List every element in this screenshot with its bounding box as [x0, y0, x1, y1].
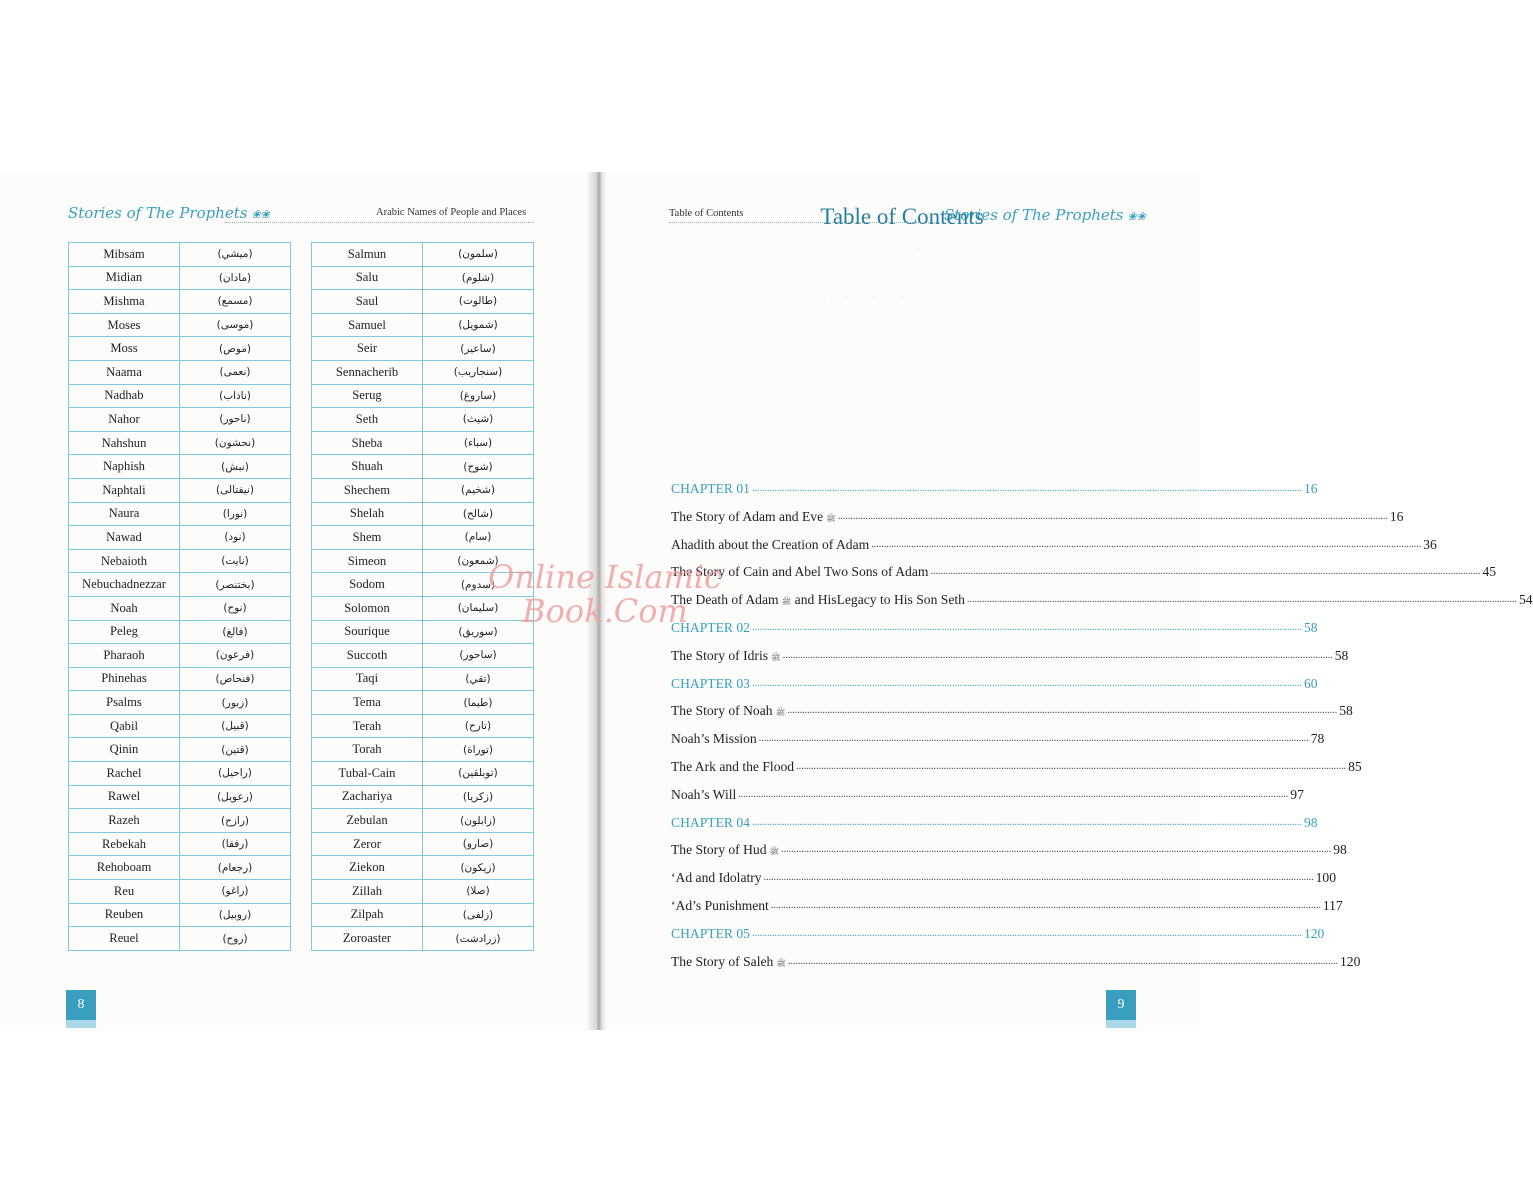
english-name-cell: Taqi — [312, 667, 423, 691]
english-name-cell: Succoth — [312, 644, 423, 668]
arabic-name-cell: (سوريق) — [423, 620, 534, 644]
toc-entry[interactable] — [671, 695, 1353, 719]
toc-entry-text: CHAPTER 03 — [671, 675, 750, 691]
english-name-cell: Phinehas — [69, 667, 180, 691]
toc-page-number: 54 — [1518, 592, 1533, 608]
table-row — [69, 832, 291, 856]
table-row — [312, 738, 534, 762]
english-name-cell: Reuel — [69, 927, 180, 951]
ornament-icon: ❀❀ — [251, 208, 270, 221]
arabic-name-cell: (رعويل) — [180, 785, 291, 809]
show-through-text: · · · · · · · · · · · — [830, 290, 904, 304]
arabic-name-cell: (مادان) — [180, 266, 291, 290]
arabic-name-cell: (روح) — [180, 927, 291, 951]
toc-leader-dots: ............................................................................................................................................................................................................................ — [871, 538, 1422, 550]
english-name-cell: Nebaioth — [69, 549, 180, 573]
toc-entry-text: The Story of Adam and Eve — [671, 508, 824, 524]
english-name-cell: Shechem — [312, 478, 423, 502]
english-name-cell: Rebekah — [69, 832, 180, 856]
table-row — [69, 290, 291, 314]
running-head-left: Arabic Names of People and Places — [376, 207, 527, 218]
english-name-cell: Razeh — [69, 809, 180, 833]
toc-entry[interactable] — [671, 834, 1347, 858]
english-name-cell: Tema — [312, 691, 423, 715]
arabic-name-cell: (نحشون) — [180, 431, 291, 455]
arabic-name-cell: (سام) — [423, 526, 534, 550]
toc-leader-dots: ............................................................................................................................................................................................................................ — [787, 705, 1338, 717]
arabic-name-cell: (توراة) — [423, 738, 534, 762]
arabic-name-cell: (سباء) — [423, 431, 534, 455]
page-number-band — [1106, 1020, 1136, 1028]
page-number-right: 9 — [1106, 990, 1136, 1020]
honorific-icon: ﷺ — [781, 597, 792, 607]
arabic-name-cell: (ميشي) — [180, 243, 291, 267]
toc-entry[interactable] — [671, 640, 1349, 664]
arabic-name-cell: (سنجاريب) — [423, 360, 534, 384]
toc-entry-text: CHAPTER 02 — [671, 620, 750, 635]
table-row — [69, 880, 291, 904]
toc-entry[interactable] — [671, 529, 1437, 553]
arabic-name-cell: (فالغ) — [180, 620, 291, 644]
arabic-name-cell: (زكريا) — [423, 785, 534, 809]
english-name-cell: Moss — [69, 337, 180, 361]
english-name-cell: Rehoboam — [69, 856, 180, 880]
toc-entry[interactable] — [671, 779, 1304, 803]
toc-entry-text-continued: and HisLegacy to His Son Seth — [794, 592, 965, 608]
toc-leader-dots: ............................................................................................................................................................................................................................ — [751, 483, 1302, 494]
table-row — [69, 502, 291, 526]
toc-leader-dots: ............................................................................................................................................................................................................................ — [751, 816, 1302, 828]
arabic-name-cell: (نود) — [180, 526, 291, 550]
honorific-icon: ﷺ — [826, 513, 836, 523]
table-row — [312, 313, 534, 337]
english-name-cell: Torah — [312, 738, 423, 762]
toc-entry[interactable] — [671, 501, 1404, 525]
table-row — [69, 313, 291, 337]
toc-entry[interactable] — [671, 751, 1362, 775]
arabic-name-cell: (فنحاص) — [180, 667, 291, 691]
english-name-cell: Rawel — [69, 785, 180, 809]
table-row — [69, 573, 291, 597]
toc-page-number: 60 — [1303, 675, 1318, 691]
arabic-name-cell: (روبيل) — [180, 903, 291, 927]
table-row — [312, 785, 534, 809]
toc-leader-dots: ............................................................................................................................................................................................................................ — [751, 677, 1302, 689]
table-row — [312, 408, 534, 432]
toc-entry-title — [671, 815, 750, 831]
table-row — [69, 691, 291, 715]
english-name-cell: Zachariya — [312, 785, 423, 809]
english-name-cell: Mishma — [69, 290, 180, 314]
toc-leader-dots: ............................................................................................................................................................................................................................ — [787, 955, 1338, 967]
toc-leader-dots: ............................................................................................................................................................................................................................ — [782, 649, 1333, 661]
toc-page-number: 100 — [1315, 870, 1336, 886]
table-row — [69, 785, 291, 809]
table-row — [312, 856, 534, 880]
honorific-icon: ﷺ — [771, 652, 781, 662]
arabic-name-cell: (زابلون) — [423, 809, 534, 833]
english-name-cell: Shuah — [312, 455, 423, 479]
toc-entry-title — [671, 870, 762, 886]
table-row — [69, 644, 291, 668]
table-row — [312, 691, 534, 715]
table-row — [69, 856, 291, 880]
arabic-name-cell: (سليمان) — [423, 596, 534, 620]
table-row — [69, 337, 291, 361]
table-row — [69, 762, 291, 786]
table-row — [69, 408, 291, 432]
arabic-name-cell: (رجعام) — [180, 856, 291, 880]
watermark-line-1: Online Islamic — [488, 558, 722, 596]
toc-entry-title — [671, 898, 769, 914]
table-row — [312, 832, 534, 856]
toc-entry-title — [671, 926, 750, 942]
toc-entry-text: The Story of Idris — [671, 647, 769, 663]
table-row — [312, 384, 534, 408]
table-row — [69, 266, 291, 290]
toc-entry-text: The Story of Hud — [671, 842, 767, 858]
series-title-text: Stories of The Prophets — [944, 206, 1124, 224]
arabic-name-cell: (رازح) — [180, 809, 291, 833]
english-name-cell: Shelah — [312, 502, 423, 526]
arabic-name-cell: (شوح) — [423, 455, 534, 479]
arabic-name-cell: (قبيل) — [180, 714, 291, 738]
english-name-cell: Qinin — [69, 738, 180, 762]
table-row — [69, 903, 291, 927]
series-title-text: Stories of The Prophets — [68, 204, 248, 222]
ornament-icon: ❀❀ — [1127, 210, 1146, 223]
english-name-cell: Pharaoh — [69, 644, 180, 668]
english-name-cell: Moses — [69, 313, 180, 337]
table-row — [69, 384, 291, 408]
table-row — [69, 620, 291, 644]
english-name-cell: Naura — [69, 502, 180, 526]
english-name-cell: Ziekon — [312, 856, 423, 880]
table-row — [312, 478, 534, 502]
english-name-cell: Serug — [312, 384, 423, 408]
table-row — [69, 596, 291, 620]
arabic-name-cell: (شمويل) — [423, 313, 534, 337]
toc-page-number: 58 — [1334, 647, 1349, 663]
toc-entry-text: CHAPTER 01 — [671, 481, 750, 496]
toc-entry-title — [671, 537, 869, 553]
toc-leader-dots: ............................................................................................................................................................................................................................ — [763, 872, 1314, 884]
arabic-name-cell: (زبور) — [180, 691, 291, 715]
toc-chapter-entry[interactable] — [671, 918, 1325, 942]
toc-page-number: 85 — [1348, 759, 1362, 774]
table-row — [69, 360, 291, 384]
toc-page-number: 16 — [1303, 481, 1318, 496]
arabic-name-cell: (ناحور) — [180, 408, 291, 432]
toc-page-number: 58 — [1339, 703, 1353, 719]
arabic-name-cell: (مسمع) — [180, 290, 291, 314]
header-rule-left — [225, 222, 533, 223]
english-name-cell: Naama — [69, 360, 180, 384]
running-head-right: Table of Contents — [669, 208, 744, 219]
english-name-cell: Terah — [312, 714, 423, 738]
english-name-cell: Naphish — [69, 455, 180, 479]
table-row — [69, 927, 291, 951]
arabic-name-cell: (صلا) — [423, 880, 534, 904]
toc-entry-title — [671, 759, 794, 775]
table-row — [312, 927, 534, 951]
arabic-name-cell: (توبلقين) — [423, 762, 534, 786]
arabic-name-cell: (ساروغ) — [423, 384, 534, 408]
toc-entry-text: Noah’s Will — [671, 786, 737, 802]
page-number-band — [66, 1020, 96, 1028]
honorific-icon: ﷺ — [769, 847, 780, 857]
table-row — [312, 455, 534, 479]
toc-entry-text: The Story of Noah — [671, 703, 773, 719]
toc-leader-dots: ............................................................................................................................................................................................................................ — [770, 900, 1321, 911]
toc-entry-title — [671, 842, 779, 858]
honorific-icon: ﷺ — [775, 708, 786, 718]
toc-entry-title — [671, 676, 750, 692]
toc-entry[interactable] — [671, 890, 1343, 914]
table-row — [69, 714, 291, 738]
toc-chapter-entry[interactable] — [671, 473, 1318, 497]
english-name-cell: Sennacherib — [312, 360, 423, 384]
table-row — [312, 644, 534, 668]
arabic-name-cell: (سدوم) — [423, 573, 534, 597]
toc-chapter-entry[interactable] — [671, 668, 1318, 692]
arabic-name-cell: (زيكون) — [423, 856, 534, 880]
toc-page-number: 120 — [1303, 925, 1325, 941]
arabic-name-cell: (نورا) — [180, 502, 291, 526]
table-row — [69, 667, 291, 691]
table-row — [69, 478, 291, 502]
arabic-name-cell: (رفقا) — [180, 832, 291, 856]
english-name-cell: Peleg — [69, 620, 180, 644]
table-row — [312, 809, 534, 833]
arabic-name-cell: (نعمى) — [180, 360, 291, 384]
english-name-cell: Midian — [69, 266, 180, 290]
arabic-name-cell: (فرعون) — [180, 644, 291, 668]
table-row — [69, 738, 291, 762]
toc-page-number: 120 — [1339, 953, 1361, 969]
table-row — [69, 526, 291, 550]
toc-chapter-entry[interactable] — [671, 807, 1318, 831]
watermark-line-2: Book.Com — [522, 592, 688, 630]
table-row — [312, 762, 534, 786]
table-row — [312, 337, 534, 361]
arabic-name-cell: (نيفتالى) — [180, 478, 291, 502]
english-name-cell: Sourique — [312, 620, 423, 644]
toc-entry-text: ‘Ad and Idolatry — [671, 870, 762, 886]
table-row — [312, 502, 534, 526]
table-row — [312, 266, 534, 290]
arabic-name-cell: (شيث) — [423, 408, 534, 432]
toc-entry[interactable] — [671, 723, 1325, 747]
arabic-name-cell: (زرادشت) — [423, 927, 534, 951]
toc-page-number: 97 — [1290, 786, 1304, 802]
english-name-cell: Psalms — [69, 691, 180, 715]
table-row — [312, 360, 534, 384]
toc-leader-dots: ............................................................................................................................................................................................................................ — [751, 927, 1302, 939]
english-name-cell: Naphtali — [69, 478, 180, 502]
table-row — [312, 290, 534, 314]
arabic-name-cell: (راحيل) — [180, 762, 291, 786]
toc-entry-text: Noah’s Mission — [671, 731, 757, 747]
table-row — [69, 549, 291, 573]
table-row — [312, 243, 534, 267]
toc-entry-text: Ahadith about the Creation of Adam — [671, 536, 870, 552]
english-name-cell: Salmun — [312, 243, 423, 267]
toc-page-number: 98 — [1333, 842, 1347, 858]
toc-entry-title — [671, 648, 781, 664]
toc-leader-dots: ............................................................................................................................................................................................................................ — [781, 844, 1332, 856]
toc-page-number: 117 — [1322, 898, 1343, 913]
table-row — [312, 526, 534, 550]
toc-entry[interactable] — [671, 946, 1361, 970]
table-row — [312, 431, 534, 455]
toc-entry-title — [671, 954, 786, 970]
toc-leader-dots: ............................................................................................................................................................................................................................ — [738, 788, 1289, 800]
toc-page-number: 36 — [1423, 536, 1437, 552]
toc-leader-dots: ............................................................................................................................................................................................................................ — [751, 622, 1302, 633]
arabic-name-cell: (نايت) — [180, 549, 291, 573]
english-name-cell: Nebuchadnezzar — [69, 573, 180, 597]
toc-entry-text: The Death of Adam — [671, 592, 779, 608]
english-name-cell: Samuel — [312, 313, 423, 337]
toc-entry-title — [671, 731, 757, 747]
page-number-left: 8 — [66, 990, 96, 1020]
arabic-name-cell: (ناذاب) — [180, 384, 291, 408]
arabic-name-cell: (بختنصر) — [180, 573, 291, 597]
english-name-cell: Solomon — [312, 596, 423, 620]
toc-entry[interactable] — [671, 862, 1336, 886]
toc-entry-title — [671, 481, 750, 497]
arabic-name-cell: (ساحور) — [423, 644, 534, 668]
arabic-name-cell: (تقي) — [423, 667, 534, 691]
names-table-left — [68, 242, 291, 951]
table-row — [69, 455, 291, 479]
english-name-cell: Salu — [312, 266, 423, 290]
english-name-cell: Nadhab — [69, 384, 180, 408]
english-name-cell: Zebulan — [312, 809, 423, 833]
toc-leader-dots: ............................................................................................................................................................................................................................ — [837, 510, 1388, 522]
toc-entry-title — [671, 703, 785, 719]
english-name-cell: Nahor — [69, 408, 180, 432]
english-name-cell: Tubal-Cain — [312, 762, 423, 786]
english-name-cell: Zeror — [312, 832, 423, 856]
arabic-name-cell: (شخيم) — [423, 478, 534, 502]
english-name-cell: Shem — [312, 526, 423, 550]
arabic-name-cell: (صارو) — [423, 832, 534, 856]
arabic-name-cell: (نوح) — [180, 596, 291, 620]
honorific-icon: ﷺ — [776, 958, 786, 968]
arabic-name-cell: (طالوت) — [423, 290, 534, 314]
table-row — [69, 243, 291, 267]
arabic-name-cell: (تارح) — [423, 714, 534, 738]
toc-leader-dots: ............................................................................................................................................................................................................................ — [758, 733, 1309, 745]
show-through-text: · · · · · — [895, 242, 927, 256]
arabic-name-cell: (شمعون) — [423, 549, 534, 573]
arabic-name-cell: (موص) — [180, 337, 291, 361]
english-name-cell: Simeon — [312, 549, 423, 573]
arabic-name-cell: (موسى) — [180, 313, 291, 337]
english-name-cell: Rachel — [69, 762, 180, 786]
toc-entry-title — [671, 787, 736, 803]
english-name-cell: Seir — [312, 337, 423, 361]
toc-page-number: 45 — [1482, 564, 1497, 580]
english-name-cell: Seth — [312, 408, 423, 432]
arabic-name-cell: (راغو) — [180, 880, 291, 904]
toc-entry-text: CHAPTER 04 — [671, 814, 750, 830]
arabic-name-cell: (شلوم) — [423, 266, 534, 290]
table-row — [312, 880, 534, 904]
toc-page-number: 98 — [1303, 814, 1318, 830]
toc-page-number: 58 — [1303, 620, 1318, 635]
toc-title: Table of Contents — [820, 204, 984, 229]
table-row — [312, 903, 534, 927]
arabic-name-cell: (طيما) — [423, 691, 534, 715]
series-title-left — [68, 204, 270, 222]
arabic-name-cell: (زلفى) — [423, 903, 534, 927]
english-name-cell: Reu — [69, 880, 180, 904]
toc-leader-dots: ............................................................................................................................................................................................................................ — [796, 761, 1347, 772]
table-row — [69, 431, 291, 455]
english-name-cell: Qabil — [69, 714, 180, 738]
english-name-cell: Zoroaster — [312, 927, 423, 951]
arabic-name-cell: (شالح) — [423, 502, 534, 526]
toc-page-number: 16 — [1389, 508, 1404, 524]
toc-entry-text: The Story of Cain and Abel Two Sons of Adam — [671, 564, 929, 580]
toc-entry-title — [671, 509, 836, 525]
english-name-cell: Noah — [69, 596, 180, 620]
english-name-cell: Sodom — [312, 573, 423, 597]
arabic-name-cell: (قتين) — [180, 738, 291, 762]
english-name-cell: Sheba — [312, 431, 423, 455]
arabic-name-cell: (نبش) — [180, 455, 291, 479]
english-name-cell: Zillah — [312, 880, 423, 904]
english-name-cell: Saul — [312, 290, 423, 314]
english-name-cell: Zilpah — [312, 903, 423, 927]
toc-leader-dots: ............................................................................................................................................................................................................................ — [930, 566, 1481, 578]
toc-entry-text: ‘Ad’s Punishment — [671, 898, 769, 913]
toc-page-number: 78 — [1310, 731, 1325, 747]
toc-leader-dots: ............................................................................................................................................................................................................................ — [966, 594, 1517, 606]
english-name-cell: Mibsam — [69, 243, 180, 267]
english-name-cell: Nawad — [69, 526, 180, 550]
toc-entry-text: The Ark and the Flood — [671, 759, 795, 774]
arabic-name-cell: (ساعير) — [423, 337, 534, 361]
english-name-cell: Reuben — [69, 903, 180, 927]
toc-entry-text: The Story of Saleh — [671, 953, 774, 969]
toc-entry-text: CHAPTER 05 — [671, 925, 750, 941]
table-row — [312, 714, 534, 738]
english-name-cell: Nahshun — [69, 431, 180, 455]
table-row — [312, 667, 534, 691]
table-row — [69, 809, 291, 833]
arabic-name-cell: (سلمون) — [423, 243, 534, 267]
